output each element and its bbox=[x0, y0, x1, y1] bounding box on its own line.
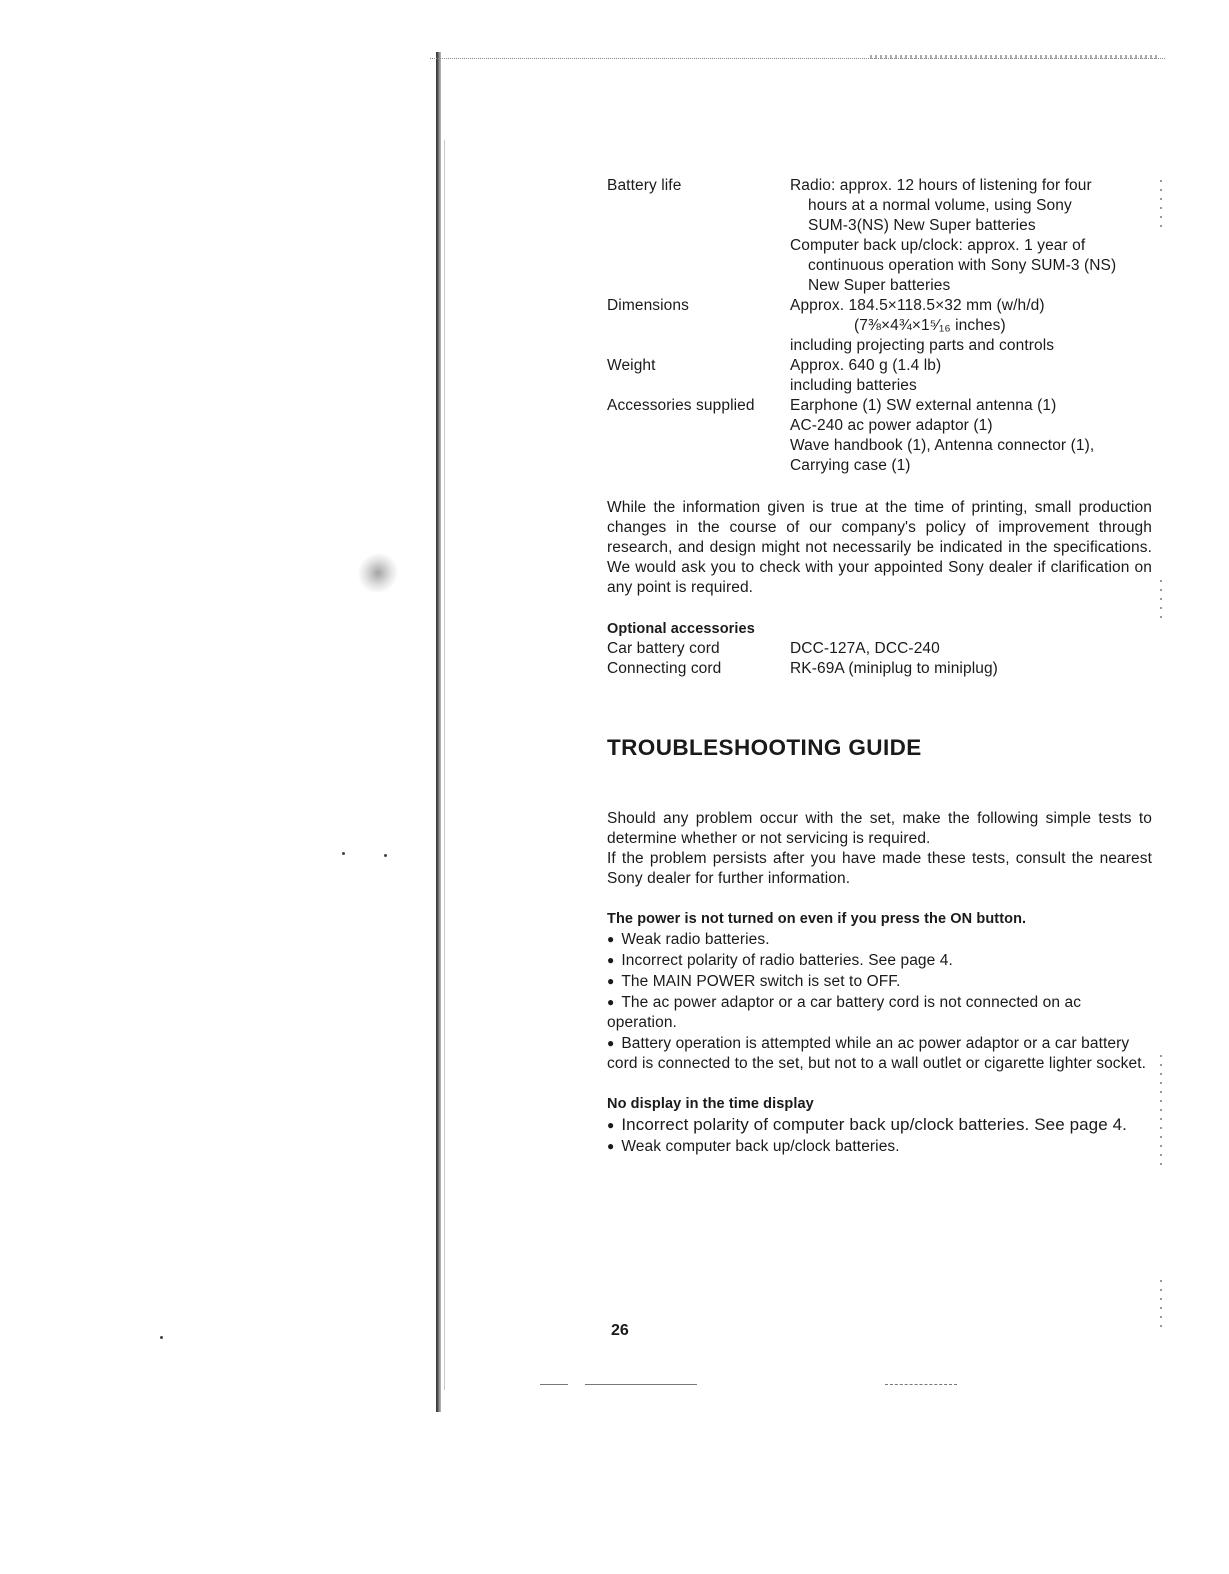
page-bottom-edge bbox=[885, 1384, 957, 1385]
spec-value bbox=[790, 296, 1152, 356]
intro-paragraph: If the problem persists after you have made these tests, consult the nearest Sony dealer for further information. bbox=[607, 850, 1152, 887]
bullet-icon: ● bbox=[607, 1036, 615, 1050]
bullet-icon: ● bbox=[607, 932, 615, 946]
scan-smudge bbox=[349, 544, 407, 602]
list-item bbox=[607, 950, 1152, 971]
page-bottom-edge bbox=[540, 1384, 568, 1385]
list-item-text: Weak radio batteries. bbox=[621, 931, 770, 948]
page-number: 26 bbox=[611, 1322, 629, 1339]
page-bottom-edge bbox=[585, 1384, 697, 1385]
spec-value-line: including batteries bbox=[790, 377, 917, 394]
accessory-label: Car battery cord bbox=[607, 640, 720, 657]
trouble-heading: The power is not turned on even if you press the ON button. bbox=[607, 911, 1027, 927]
list-item-text: Incorrect polarity of computer back up/clock batteries. See page 4. bbox=[621, 1115, 1127, 1134]
table-row bbox=[607, 296, 1152, 356]
scan-speck bbox=[342, 852, 345, 855]
binding-edge bbox=[436, 52, 441, 1412]
spec-label: Dimensions bbox=[607, 297, 689, 314]
optional-accessories-heading: Optional accessories bbox=[607, 621, 755, 637]
page-right-edge-noise bbox=[1160, 1055, 1162, 1165]
trouble-section-display bbox=[607, 1094, 1152, 1157]
table-row bbox=[607, 176, 1152, 296]
section-title: TROUBLESHOOTING GUIDE bbox=[607, 735, 922, 760]
list-item-text: Incorrect polarity of radio batteries. See page 4. bbox=[621, 952, 953, 969]
list-item bbox=[607, 1033, 1152, 1074]
table-row bbox=[607, 639, 1152, 659]
list-item bbox=[607, 992, 1152, 1033]
spec-value-line: SUM-3(NS) New Super batteries bbox=[808, 217, 1036, 234]
troubleshooting-intro bbox=[607, 809, 1152, 889]
list-item-text: The MAIN POWER switch is set to OFF. bbox=[621, 973, 901, 990]
optional-accessories-table bbox=[607, 639, 1152, 679]
binding-shadow bbox=[444, 140, 445, 1390]
page-content bbox=[607, 176, 1152, 1157]
scan-speck bbox=[160, 1336, 163, 1339]
table-row bbox=[607, 659, 1152, 679]
spec-value-line: Carrying case (1) bbox=[790, 457, 911, 474]
spec-label: Accessories supplied bbox=[607, 397, 755, 414]
bullet-icon: ● bbox=[607, 995, 615, 1009]
intro-paragraph: Should any problem occur with the set, make the following simple tests to determine whether or not servicing is required. bbox=[607, 810, 1152, 847]
spec-value bbox=[790, 176, 1152, 296]
accessory-label: Connecting cord bbox=[607, 660, 722, 677]
spec-value-line: New Super batteries bbox=[808, 277, 951, 294]
accessory-value: RK-69A (miniplug to miniplug) bbox=[790, 660, 998, 677]
accessory-value: DCC-127A, DCC-240 bbox=[790, 640, 940, 657]
specifications-table bbox=[607, 176, 1152, 476]
optional-accessories bbox=[607, 619, 1152, 679]
list-item bbox=[607, 1136, 1152, 1157]
page-right-edge-noise bbox=[1160, 580, 1162, 620]
table-row bbox=[607, 356, 1152, 396]
spec-value-line: AC-240 ac power adaptor (1) bbox=[790, 417, 993, 434]
table-row bbox=[607, 396, 1152, 476]
page-right-edge-noise bbox=[1160, 1280, 1162, 1330]
list-item bbox=[607, 1114, 1152, 1136]
spec-value-line: Approx. 640 g (1.4 lb) bbox=[790, 357, 942, 374]
trouble-heading: No display in the time display bbox=[607, 1096, 814, 1112]
spec-value-line: continuous operation with Sony SUM-3 (NS) bbox=[808, 257, 1117, 274]
bullet-icon: ● bbox=[607, 1139, 615, 1153]
spec-value-line: hours at a normal volume, using Sony bbox=[808, 197, 1072, 214]
trouble-section-power bbox=[607, 909, 1152, 1074]
list-item-text: The ac power adaptor or a car battery cord is not connected on ac operation. bbox=[607, 994, 1082, 1031]
spec-value bbox=[790, 396, 1152, 476]
specification-notice: While the information given is true at the time of printing, small production changes in the course of our company's policy of improvement through research, and design might not necessarily be indicated in the specifications. We would ask you to check with your appointed Sony dealer if clarification on any point is required. bbox=[607, 499, 1152, 596]
list-item-text: Battery operation is attempted while an ac power adaptor or a car battery cord is connected to the set, but not to a wall outlet or cigarette lighter socket. bbox=[607, 1035, 1147, 1072]
list-item bbox=[607, 929, 1152, 950]
spec-value-line: Earphone (1) SW external antenna (1) bbox=[790, 397, 1057, 414]
page-top-edge-noise bbox=[870, 55, 1160, 59]
spec-value-line: Approx. 184.5×118.5×32 mm (w/h/d) bbox=[790, 297, 1045, 314]
bullet-icon: ● bbox=[607, 974, 615, 988]
list-item bbox=[607, 971, 1152, 992]
spec-value-line: (7⅜×4¾×1⁵⁄₁₆ inches) bbox=[854, 317, 1006, 334]
spec-value-line: including projecting parts and controls bbox=[790, 337, 1055, 354]
spec-value-line: Radio: approx. 12 hours of listening for four bbox=[790, 177, 1092, 194]
cause-list bbox=[607, 1114, 1152, 1157]
bullet-icon: ● bbox=[607, 1118, 615, 1132]
cause-list bbox=[607, 929, 1152, 1074]
spec-value-line: Computer back up/clock: approx. 1 year of bbox=[790, 237, 1086, 254]
spec-value bbox=[790, 356, 1152, 396]
list-item-text: Weak computer back up/clock batteries. bbox=[621, 1138, 900, 1155]
spec-label: Battery life bbox=[607, 177, 682, 194]
page-right-edge-noise bbox=[1160, 180, 1162, 230]
spec-value-line: Wave handbook (1), Antenna connector (1), bbox=[790, 437, 1095, 454]
scan-speck bbox=[384, 854, 387, 857]
spec-label: Weight bbox=[607, 357, 656, 374]
bullet-icon: ● bbox=[607, 953, 615, 967]
